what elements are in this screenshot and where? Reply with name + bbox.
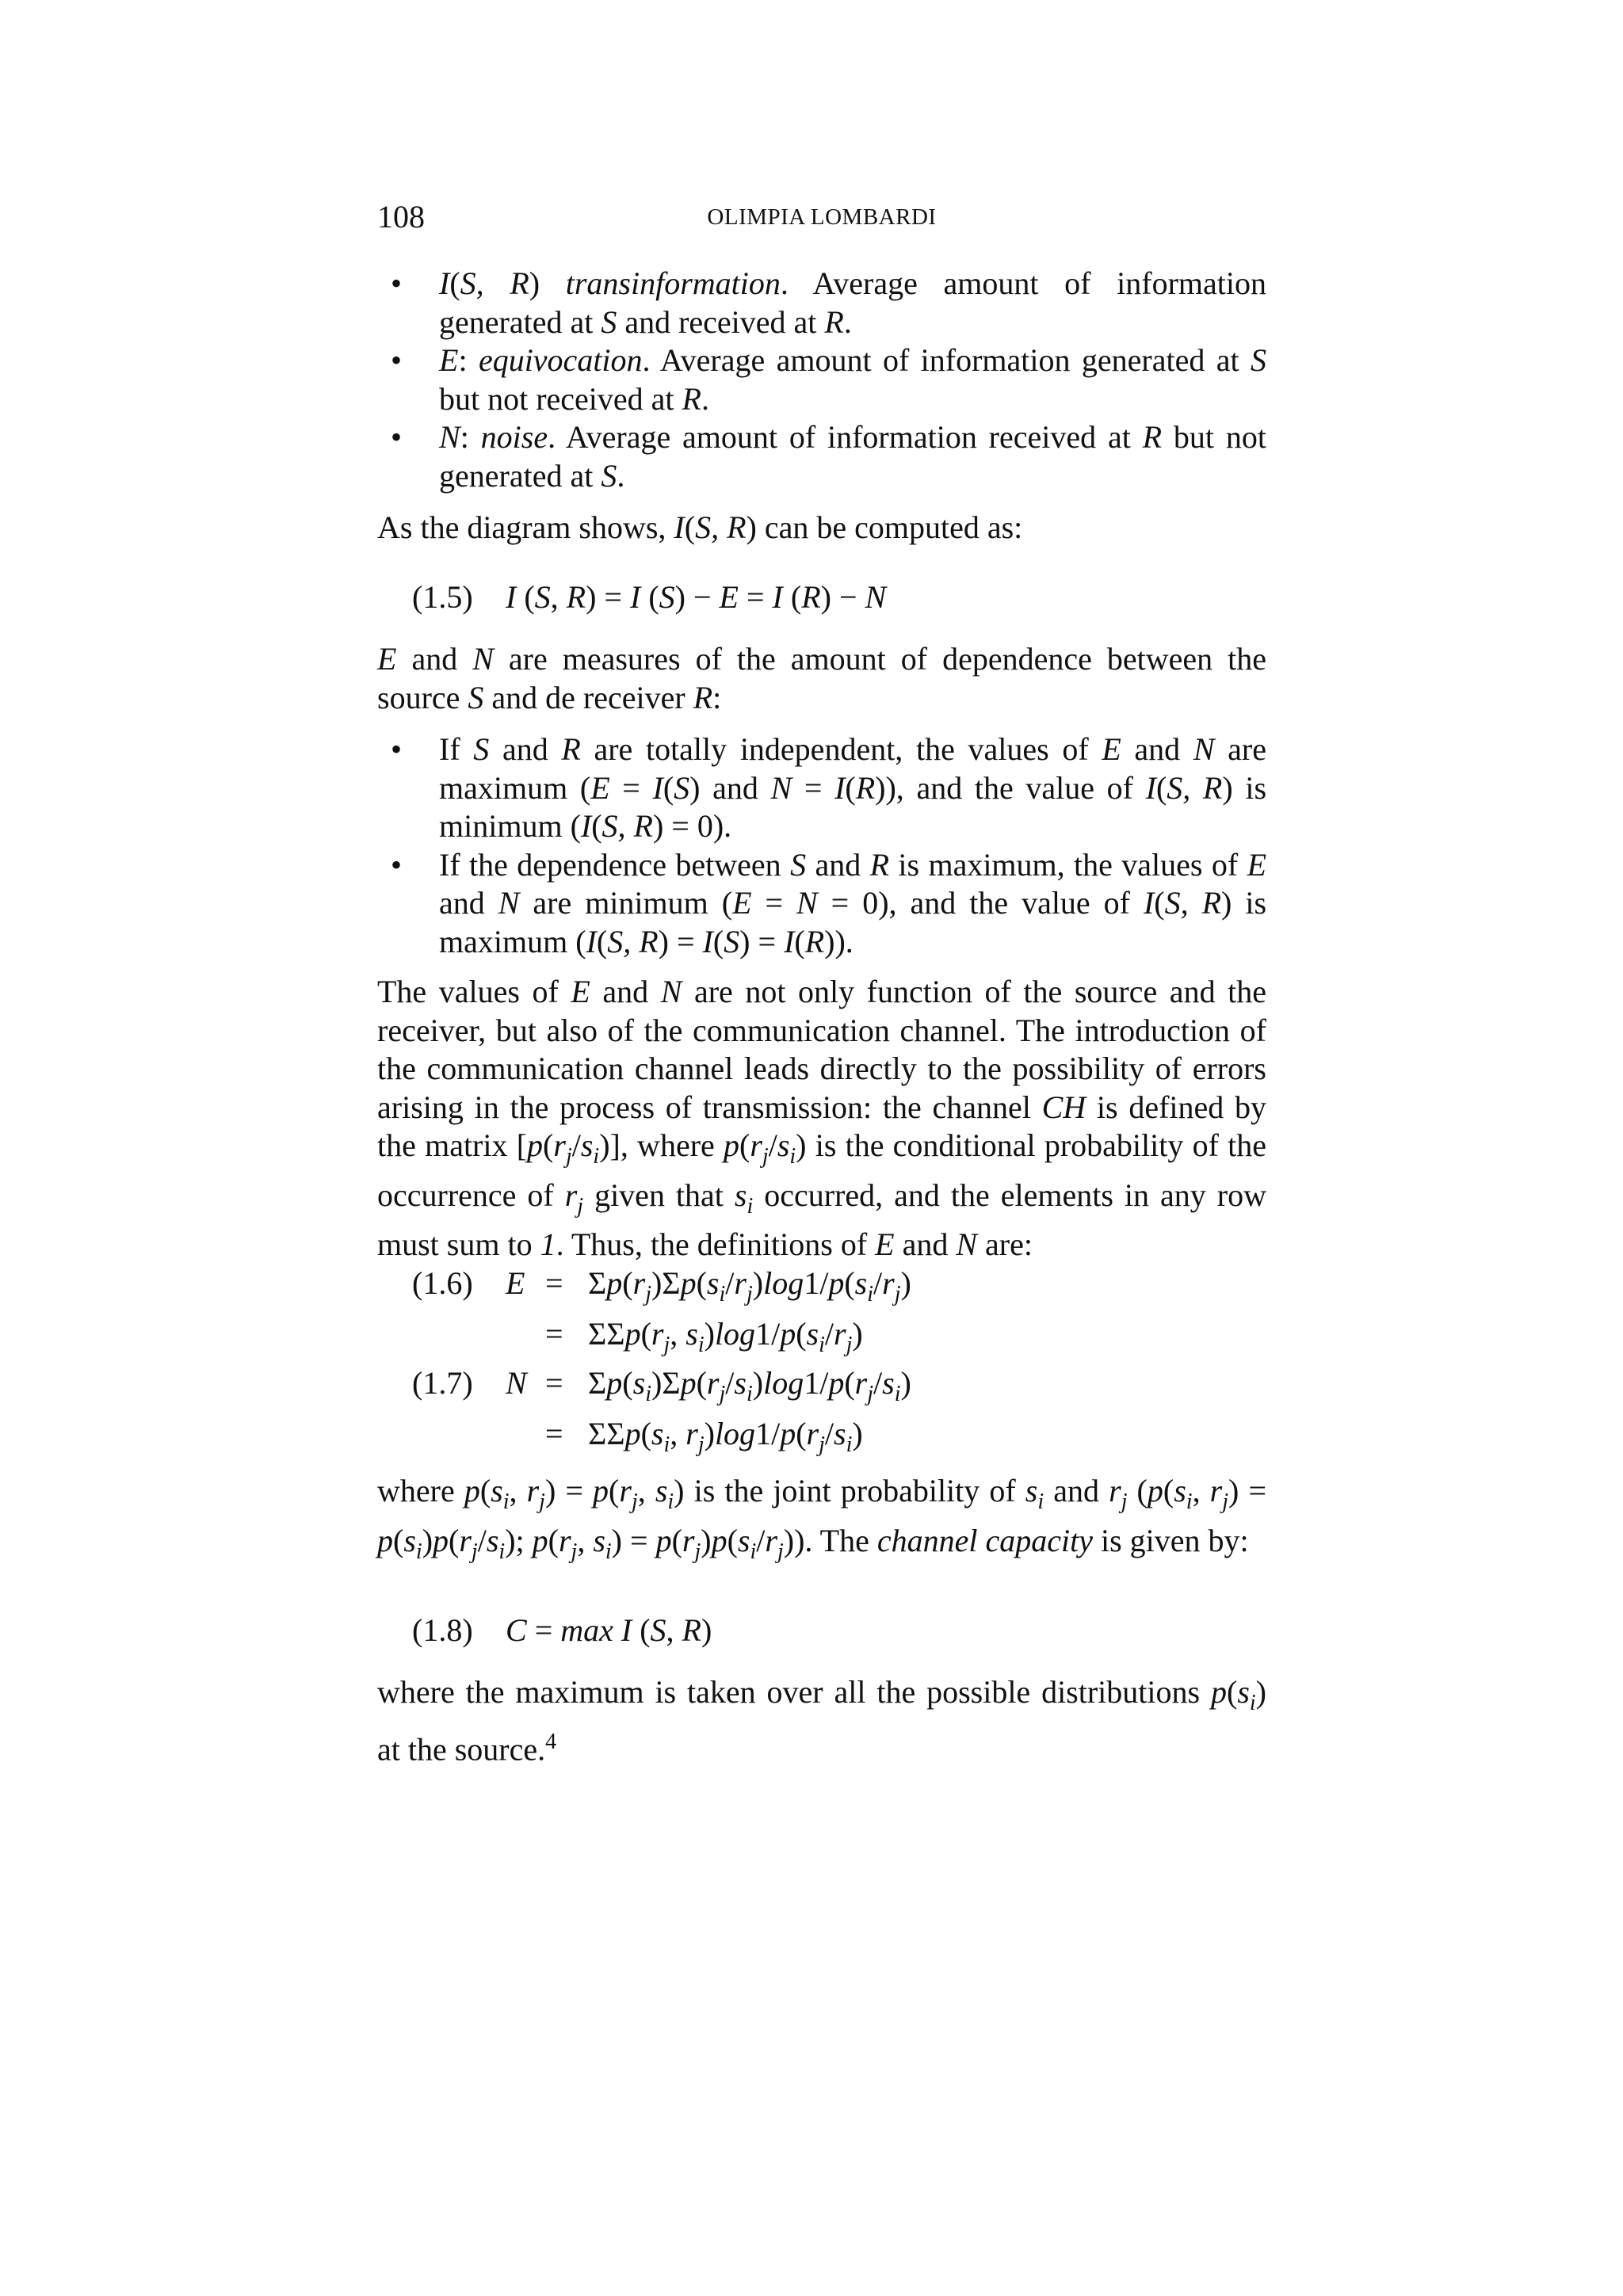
paragraph-final: where the maximum is taken over all the possible distributions $p(s_i)$ at the source.$^4$ [377,1674,1266,1767]
bullet-icon: • [391,265,403,301]
equation-expression: I (S, R) = I (S) − E = I (R) − N [506,579,887,615]
paragraph-dependence: E and N are measures of the amount of dependence between the source S and de receiver R: [377,641,1266,715]
term-transinformation: I(S, R) transinformation [439,265,781,301]
list-item [377,341,1266,418]
equation-number: (1.8) [412,1612,473,1648]
equation-expression: C = max I (S, R) [506,1612,712,1648]
paragraph-diagram: As the diagram shows, I(S, R) can be computed as: [377,509,1023,545]
list-item [377,265,1266,341]
equation-rhs: $\Sigma p(s_i)\Sigma p(r_j/s_i)\log 1/p(r_j/s_i)$ [588,1365,911,1406]
paragraph-channel: The values of E and N are not only function of the source and the receiver, but also of the communication channel. The introduction of the communication channel leads directly to the possibility of errors arising in the process of transmission: the channel CH is defined by the matrix $[p(r_j/s_i)]$, where $p(r_j/s_i)$ is the conditional probability of the occurrence of $r_j$ given that $s_i$ occurred, and the elements in any row must sum to 1. Thus, the definitions of E and N are: [377,974,1266,1262]
list-item: • If the dependence between S and R is maximum, the values of E and N are minimum (E = N = 0), and the value of I(S, R) is maximum (I(S, R) = I(S) = I(R)). [391,846,1267,959]
equation-rhs: $\Sigma\Sigma p(r_j$, $s_i)\log 1/p(s_i/r_j)$ [588,1316,863,1357]
equation-relation: = [545,1365,563,1401]
paragraph-joint: where $p(s_i$, $r_j) = p(r_j$, $s_i$) is the joint probability of $s_i$ and $r_j$ ($p(s_i$, $r_j) = p(s_i)p(r_j/s_i)$; $p(r_j$, $s_i) = p(r_j)p(s_i/r_j)$). The channel capacity is given by: [377,1473,1267,1564]
footnote-marker[interactable]: 4 [545,1729,557,1754]
running-head: OLIMPIA LOMBARDI [707,204,937,230]
equation-1-5 [412,578,886,616]
equation-1-8 [412,1611,712,1649]
definition-text: . Average amount of information received at R but not generated at S. [439,419,1266,494]
equation-rhs: $\Sigma p(r_j)\Sigma p(s_i/r_j)\log 1/p(s_i/r_j)$ [588,1265,911,1306]
page-header [377,198,1266,246]
page-number: 108 [377,199,425,235]
dependence-list [377,730,1266,961]
equation-relation: = [545,1265,563,1301]
equation-number: (1.5) [412,579,473,615]
bullet-icon: • [391,419,403,455]
definition-text: . Average amount of information generated at S but not received at R. [439,342,1266,417]
equation-relation: = [545,1316,563,1352]
equation-number: (1.6) [412,1265,473,1301]
term-noise: N: noise [439,419,548,455]
equation-lhs: N [506,1365,527,1401]
equation-number: (1.7) [412,1365,473,1401]
equation-relation: = [545,1416,563,1451]
term-equivocation: E: equivocation [439,342,643,378]
definitions-list [377,265,1266,495]
equation-rhs: $\Sigma\Sigma p(s_i$, $r_j)\log 1/p(r_j/s_i)$ [588,1416,863,1457]
equation-lhs: E [506,1265,525,1301]
list-item [377,418,1266,495]
bullet-icon: • [391,846,403,883]
bullet-icon: • [391,342,403,378]
list-item: • If S and R are totally independent, the values of E and N are maximum (E = I(S) and N = I(R)), and the value of I(S, R) is minimum (I(S, R) = 0). [391,731,1267,844]
definition-text: . Average amount of information generated at S and received at R. [439,265,1266,340]
bullet-icon: • [391,731,403,767]
